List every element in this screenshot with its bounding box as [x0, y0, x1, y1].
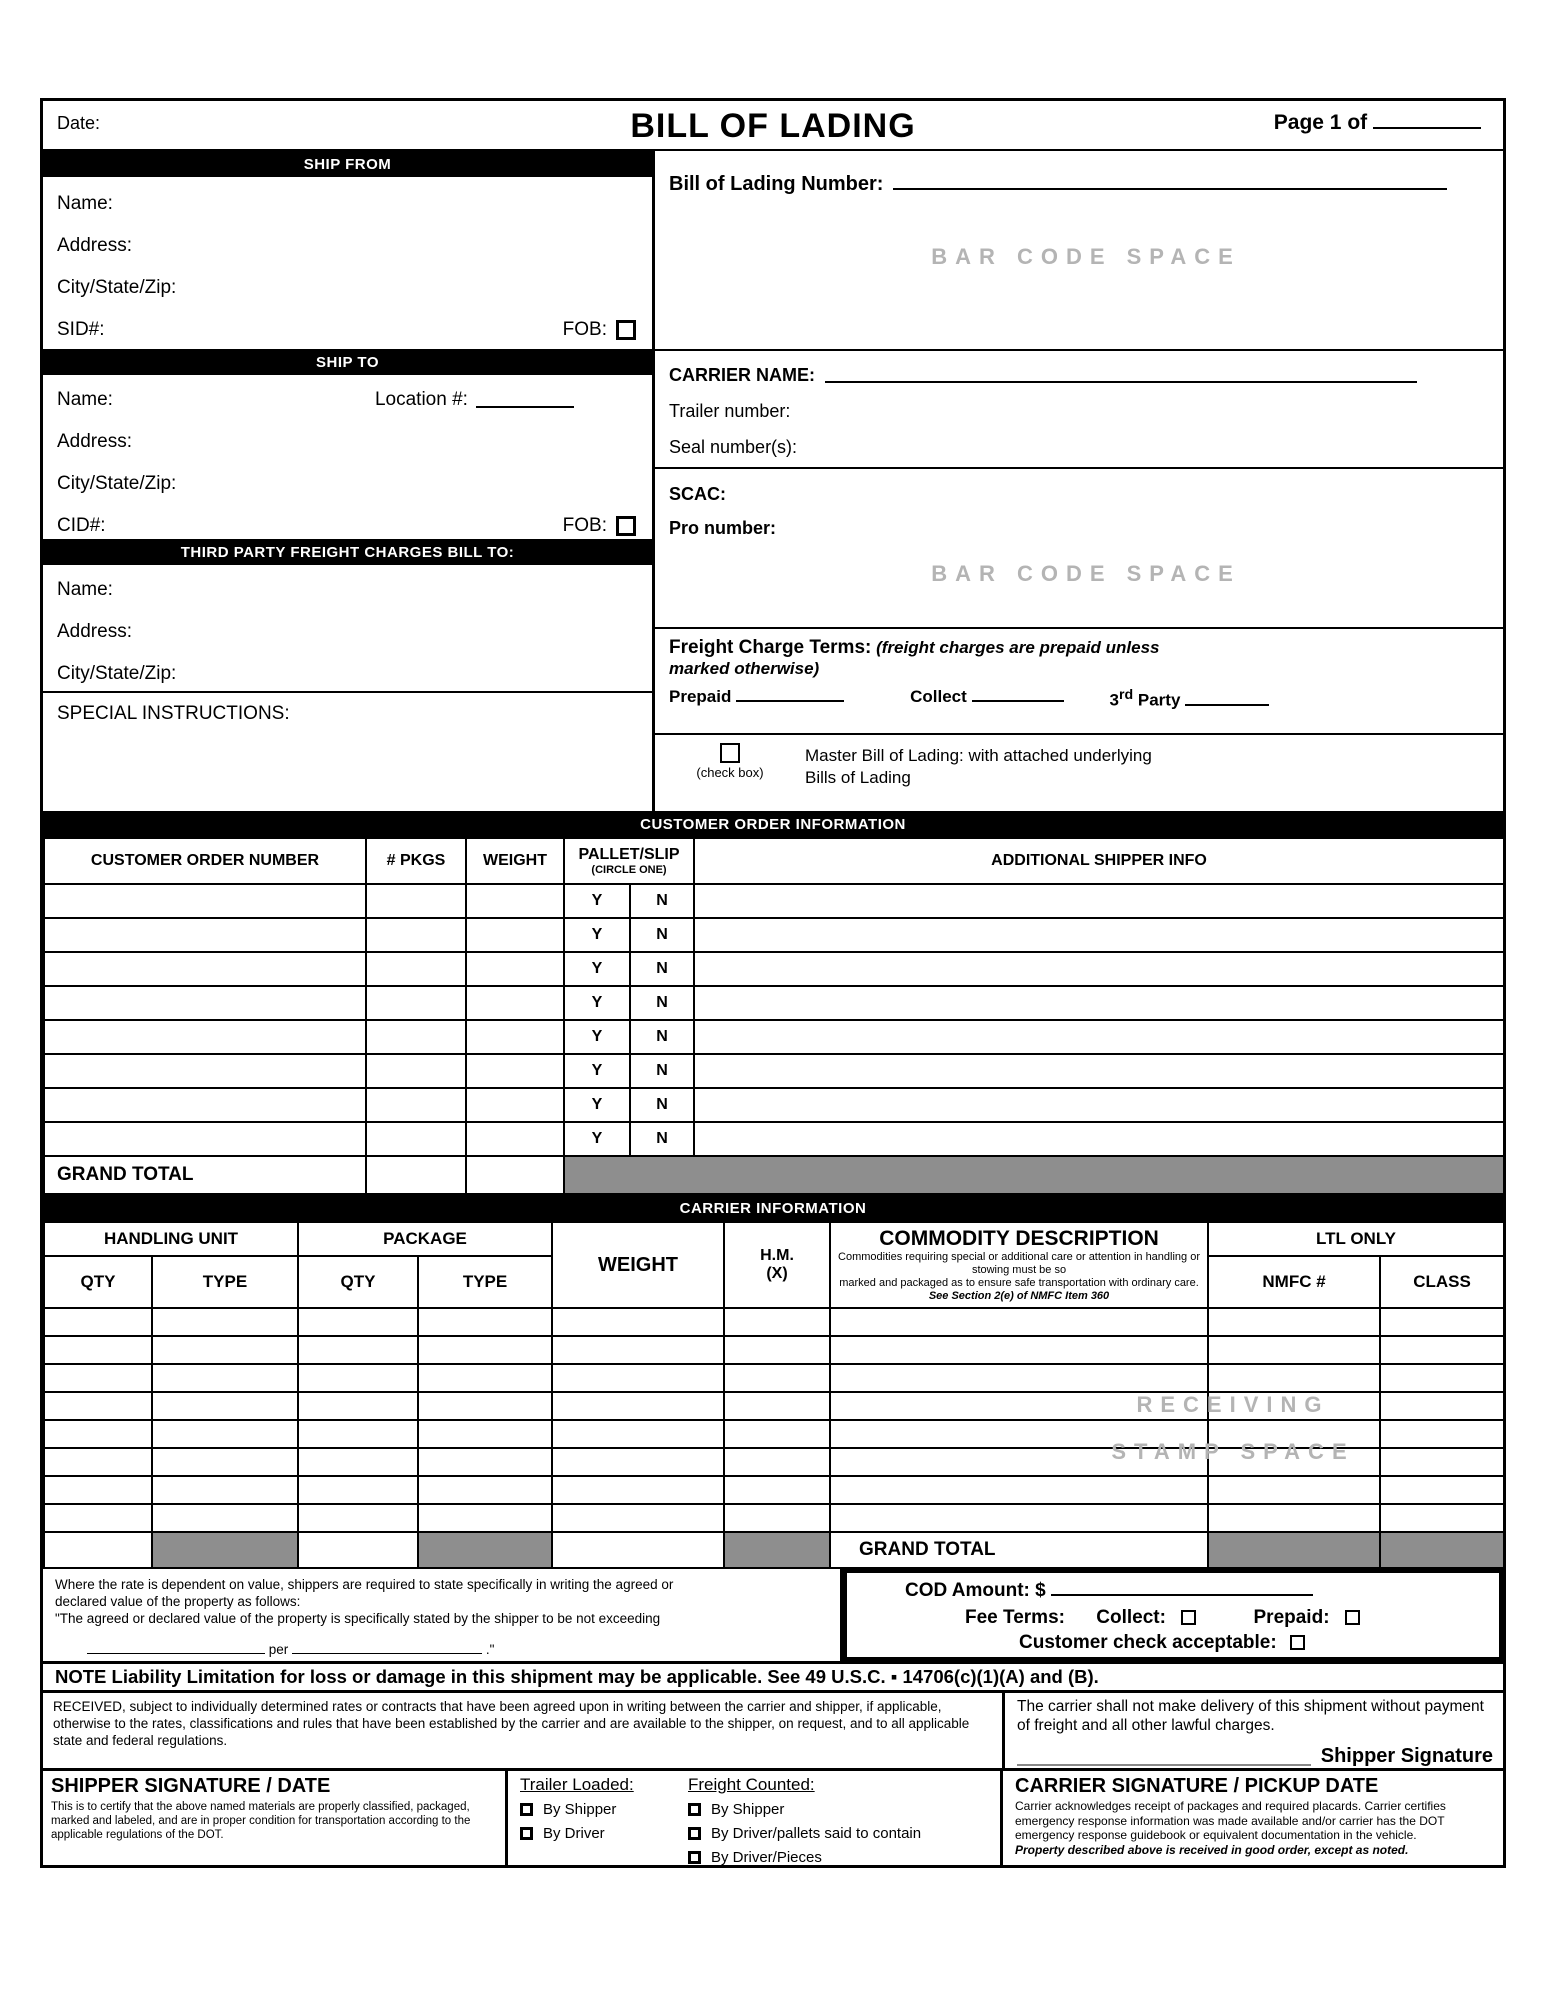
page-title: BILL OF LADING: [630, 107, 916, 145]
trailer-loaded-option: By Shipper: [520, 1801, 688, 1818]
hu-type-cell[interactable]: [152, 1392, 298, 1420]
pkgs-cell[interactable]: [366, 1054, 466, 1088]
pallet-no-cell[interactable]: N: [630, 1020, 694, 1054]
delivery-clause-box: [1005, 1693, 1503, 1768]
commodity-cell[interactable]: [830, 1336, 1208, 1364]
shaded-cell: [724, 1532, 830, 1568]
ship-to-city-label: City/State/Zip:: [57, 473, 177, 494]
collect-blank[interactable]: [972, 689, 1064, 702]
class-cell[interactable]: [1380, 1504, 1504, 1532]
ship-to-section: [43, 375, 652, 539]
liability-note: NOTE Liability Limitation for loss or damage in this shipment may be applicable. See 49 U.S.C. ▪ 14706(c)(1)(A) and (B).: [43, 1661, 1503, 1693]
pkg-type-cell[interactable]: [418, 1364, 552, 1392]
weight-cell[interactable]: [466, 1054, 564, 1088]
pkgs-cell[interactable]: [366, 1020, 466, 1054]
carrier-table-wrap: [43, 1221, 1503, 1569]
trailer-loaded-option: By Driver: [520, 1825, 688, 1842]
weight-cell[interactable]: [466, 918, 564, 952]
third-party-label: 3: [1109, 690, 1119, 710]
fee-terms-label: Fee Terms:: [965, 1607, 1065, 1628]
property-received-text: Property described above is received in good order, except as noted.: [1015, 1842, 1409, 1857]
ship-from-sid-field[interactable]: [43, 309, 652, 351]
collect-label: Collect: [910, 687, 967, 706]
collect-option: [910, 687, 1063, 711]
shaded-cell: [152, 1532, 298, 1568]
pallet-yes-cell[interactable]: Y: [564, 918, 630, 952]
col-additional-shipper-info: ADDITIONAL SHIPPER INFO: [694, 838, 1504, 884]
freight-terms-label: Freight Charge Terms:: [669, 637, 872, 658]
shaded-cell: [564, 1156, 1504, 1194]
group-package: PACKAGE: [298, 1222, 552, 1256]
pkg-type-cell[interactable]: [418, 1308, 552, 1336]
customer-order-header: CUSTOMER ORDER INFORMATION: [43, 811, 1503, 837]
scac-label: SCAC:: [669, 483, 726, 504]
pkg-qty-cell[interactable]: [298, 1420, 418, 1448]
hu-qty-cell[interactable]: [44, 1308, 152, 1336]
prepaid-option: [669, 687, 844, 711]
pkg-type-cell[interactable]: [418, 1336, 552, 1364]
pallet-yes-cell[interactable]: Y: [564, 1122, 630, 1156]
group-ltl-only: LTL ONLY: [1208, 1222, 1504, 1256]
commodity-cell[interactable]: [830, 1308, 1208, 1336]
table-row: [44, 1122, 1504, 1156]
pkgs-cell[interactable]: [366, 918, 466, 952]
by-driver-checkbox[interactable]: [520, 1827, 533, 1840]
freight-counted-option: By Driver/Pieces: [688, 1849, 994, 1865]
third-party-address-label: Address:: [57, 621, 132, 642]
additional-info-cell[interactable]: [694, 918, 1504, 952]
nmfc-cell[interactable]: [1208, 1336, 1380, 1364]
fob-label: FOB:: [562, 515, 607, 536]
upper-left-column: [43, 151, 655, 811]
pallet-no-cell[interactable]: N: [630, 1088, 694, 1122]
order-number-cell[interactable]: [44, 1122, 366, 1156]
hm-cell[interactable]: [724, 1336, 830, 1364]
hu-type-cell[interactable]: [152, 1476, 298, 1504]
pkg-type-cell[interactable]: [418, 1476, 552, 1504]
hu-type-cell[interactable]: [152, 1448, 298, 1476]
class-cell[interactable]: [1380, 1308, 1504, 1336]
table-row: [44, 952, 1504, 986]
freight-counted-header: Freight Counted:: [688, 1775, 815, 1794]
received-section: [43, 1693, 1503, 1771]
table-row: [44, 1088, 1504, 1122]
table-row: [44, 918, 1504, 952]
third-party-header: THIRD PARTY FREIGHT CHARGES BILL TO:: [43, 539, 652, 565]
col-package-qty: QTY: [298, 1256, 418, 1308]
pkgs-cell[interactable]: [366, 884, 466, 918]
weight-cell[interactable]: [552, 1336, 724, 1364]
receiving-stamp-placeholder: RECEIVING STAMP SPACE: [1111, 1392, 1355, 1464]
ship-from-address-field[interactable]: [43, 225, 652, 267]
ship-from-city-label: City/State/Zip:: [57, 277, 177, 298]
upper-section: [43, 151, 1503, 811]
fob-label: FOB:: [562, 319, 607, 340]
grand-total-label: GRAND TOTAL: [44, 1156, 366, 1194]
shipper-certification-text: This is to certify that the above named materials are properly classified, packaged, marked and labeled, and are in proper condition for transportation according to the applicable regulations of the DOT.: [51, 1801, 471, 1841]
pkg-type-cell[interactable]: [418, 1448, 552, 1476]
table-row: [44, 884, 1504, 918]
pallet-no-cell[interactable]: N: [630, 1054, 694, 1088]
prepaid-label: Prepaid: [669, 687, 732, 706]
fee-collect-label: Collect:: [1096, 1607, 1166, 1628]
fee-prepaid-label: Prepaid:: [1253, 1607, 1330, 1628]
col-handling-type: TYPE: [152, 1256, 298, 1308]
weight-cell[interactable]: [552, 1504, 724, 1532]
gt-weight-cell[interactable]: [552, 1532, 724, 1568]
third-party-name-label: Name:: [57, 579, 113, 600]
col-customer-order-number: CUSTOMER ORDER NUMBER: [44, 838, 366, 884]
freight-counted-option: By Shipper: [688, 1801, 994, 1818]
shipper-signature-header: SHIPPER SIGNATURE / DATE: [51, 1775, 331, 1797]
hm-cell[interactable]: [724, 1420, 830, 1448]
weight-cell[interactable]: [552, 1448, 724, 1476]
carrier-name-label: CARRIER NAME:: [669, 364, 815, 385]
ship-to-cid-label: CID#:: [57, 515, 106, 536]
seal-numbers-label: Seal number(s):: [669, 436, 798, 457]
ship-from-name-label: Name:: [57, 193, 113, 214]
additional-info-cell[interactable]: [694, 1122, 1504, 1156]
third-party-ordinal: rd: [1118, 687, 1134, 703]
pkgs-cell[interactable]: [366, 1088, 466, 1122]
pallet-yes-cell[interactable]: Y: [564, 952, 630, 986]
hu-qty-cell[interactable]: [44, 1476, 152, 1504]
pkg-type-cell[interactable]: [418, 1504, 552, 1532]
additional-info-cell[interactable]: [694, 1088, 1504, 1122]
pro-number-field[interactable]: [669, 511, 1503, 545]
hu-qty-cell[interactable]: [44, 1392, 152, 1420]
scac-field[interactable]: [669, 477, 1503, 511]
freight-terms-note1: (freight charges are prepaid unless: [876, 638, 1160, 657]
weight-cell[interactable]: [552, 1308, 724, 1336]
order-number-cell[interactable]: [44, 952, 366, 986]
pallet-no-cell[interactable]: N: [630, 884, 694, 918]
pallet-yes-cell[interactable]: Y: [564, 1020, 630, 1054]
fob-checkbox[interactable]: [616, 320, 636, 340]
trailer-loaded-header: Trailer Loaded:: [520, 1775, 634, 1794]
col-hm: H.M. (X): [724, 1222, 830, 1308]
customer-grand-total-row: [44, 1156, 1504, 1194]
pkg-qty-cell[interactable]: [298, 1364, 418, 1392]
pkg-qty-cell[interactable]: [298, 1308, 418, 1336]
barcode-space-placeholder: BAR CODE SPACE: [931, 244, 1241, 269]
shaded-cell: [1208, 1532, 1380, 1568]
ship-from-address-label: Address:: [57, 235, 132, 256]
commodity-cell[interactable]: [830, 1504, 1208, 1532]
ship-from-fob: [563, 319, 636, 341]
pkg-type-cell[interactable]: [418, 1420, 552, 1448]
ship-from-section: [43, 177, 652, 349]
carrier-signature-header: CARRIER SIGNATURE / PICKUP DATE: [1015, 1775, 1379, 1797]
ship-to-header: SHIP TO: [43, 349, 652, 375]
cod-box: [843, 1569, 1503, 1661]
weight-cell[interactable]: [466, 884, 564, 918]
ship-from-header: SHIP FROM: [43, 151, 652, 177]
special-instructions-box[interactable]: [43, 691, 652, 811]
third-party-name-field[interactable]: [43, 569, 652, 611]
table-row: [44, 1336, 1504, 1364]
special-instructions-label: SPECIAL INSTRUCTIONS:: [57, 703, 290, 724]
customer-check-checkbox[interactable]: [1290, 1635, 1305, 1650]
carrier-name-box: [655, 351, 1503, 469]
weight-cell[interactable]: [552, 1364, 724, 1392]
grand-total-weight-cell[interactable]: [466, 1156, 564, 1194]
third-party-blank[interactable]: [1185, 693, 1269, 706]
weight-cell[interactable]: [466, 1088, 564, 1122]
weight-cell[interactable]: [552, 1476, 724, 1504]
pkg-qty-cell[interactable]: [298, 1448, 418, 1476]
by-shipper-checkbox[interactable]: [520, 1803, 533, 1816]
order-number-cell[interactable]: [44, 884, 366, 918]
ship-from-name-field[interactable]: [43, 183, 652, 225]
pallet-no-cell[interactable]: N: [630, 918, 694, 952]
hu-type-cell[interactable]: [152, 1364, 298, 1392]
additional-info-cell[interactable]: [694, 1054, 1504, 1088]
pkg-qty-cell[interactable]: [298, 1504, 418, 1532]
trailer-number-label: Trailer number:: [669, 400, 791, 421]
pkg-qty-cell[interactable]: [298, 1476, 418, 1504]
order-number-cell[interactable]: [44, 1088, 366, 1122]
hu-qty-cell[interactable]: [44, 1504, 152, 1532]
hu-type-cell[interactable]: [152, 1308, 298, 1336]
weight-cell[interactable]: [552, 1420, 724, 1448]
nmfc-cell[interactable]: [1208, 1308, 1380, 1336]
declared-value-per-row: per .": [55, 1641, 828, 1658]
form-frame: [40, 98, 1506, 1868]
ship-to-address-field[interactable]: [43, 421, 652, 463]
shaded-cell: [418, 1532, 552, 1568]
hm-cell[interactable]: [724, 1504, 830, 1532]
pallet-yes-cell[interactable]: Y: [564, 884, 630, 918]
hu-type-cell[interactable]: [152, 1504, 298, 1532]
order-number-cell[interactable]: [44, 918, 366, 952]
pallet-no-cell[interactable]: N: [630, 986, 694, 1020]
checkbox-caption: (check box): [696, 765, 764, 780]
cod-amount-blank[interactable]: [1051, 1583, 1313, 1596]
pallet-no-cell[interactable]: N: [630, 952, 694, 986]
per-label: per: [268, 1642, 289, 1657]
additional-info-cell[interactable]: [694, 1020, 1504, 1054]
declared-value-box: Where the rate is dependent on value, shippers are required to state specifically in writing the agreed or declared value of the property as follows: "The agreed or declared value of the property is specifically stated by the shipper to be not exceeding per .": [43, 1569, 843, 1661]
col-weight: WEIGHT: [466, 838, 564, 884]
freight-terms-note2: marked otherwise): [669, 659, 820, 678]
barcode-space-placeholder: BAR CODE SPACE: [931, 561, 1241, 586]
shipper-signature-label: Shipper Signature: [1320, 1745, 1493, 1767]
page-count-blank[interactable]: [1373, 114, 1481, 129]
nmfc-cell[interactable]: [1208, 1476, 1380, 1504]
pkgs-cell[interactable]: [366, 986, 466, 1020]
grand-total-pkgs-cell[interactable]: [366, 1156, 466, 1194]
shipper-signature-line[interactable]: [1017, 1754, 1311, 1766]
master-bol-text: Master Bill of Lading: with attached underlying Bills of Lading: [805, 746, 1152, 787]
delivery-clause-text: The carrier shall not make delivery of this shipment without payment of freight and all other lawful charges.: [1017, 1698, 1484, 1734]
nmfc-cell[interactable]: [1208, 1504, 1380, 1532]
pallet-yes-cell[interactable]: Y: [564, 986, 630, 1020]
customer-order-table: [43, 837, 1505, 1195]
trailer-number-field[interactable]: [669, 393, 1503, 429]
freight-charge-terms-box: [655, 629, 1503, 735]
ship-from-sid-label: SID#:: [57, 319, 105, 340]
bol-number-label: Bill of Lading Number:: [669, 173, 884, 195]
carrier-signature-box[interactable]: [1003, 1771, 1503, 1865]
hm-cell[interactable]: [724, 1476, 830, 1504]
fee-prepaid-checkbox[interactable]: [1345, 1610, 1360, 1625]
class-cell[interactable]: [1380, 1336, 1504, 1364]
by-driver-pieces-checkbox[interactable]: [688, 1851, 701, 1864]
third-party-address-field[interactable]: [43, 611, 652, 653]
hm-cell[interactable]: [724, 1392, 830, 1420]
commodity-cell[interactable]: [830, 1476, 1208, 1504]
weight-cell[interactable]: [466, 1020, 564, 1054]
pkg-type-cell[interactable]: [418, 1392, 552, 1420]
hu-qty-cell[interactable]: [44, 1448, 152, 1476]
page-number: [1274, 111, 1481, 135]
master-bol-box: [655, 735, 1503, 811]
third-party-option: [1110, 687, 1270, 711]
ship-to-fob: [563, 515, 636, 537]
table-row: [44, 1308, 1504, 1336]
gt-pkg-qty-cell[interactable]: [298, 1532, 418, 1568]
received-clause: RECEIVED, subject to individually determined rates or contracts that have been agreed upon in writing between the carrier and shipper, if applicable, otherwise to the rates, classifications and rules that have been established by the carrier and are available to the shipper, on request, and to all applicable state and federal regulations.: [43, 1693, 1005, 1768]
col-pallet-slip: PALLET/SLIP (CIRCLE ONE): [564, 838, 694, 884]
pallet-no-cell[interactable]: N: [630, 1122, 694, 1156]
pallet-yes-cell[interactable]: Y: [564, 1088, 630, 1122]
pkg-qty-cell[interactable]: [298, 1392, 418, 1420]
declared-value-blank[interactable]: [87, 1642, 265, 1654]
table-row: [44, 1054, 1504, 1088]
hu-qty-cell[interactable]: [44, 1336, 152, 1364]
scac-box: [655, 469, 1503, 629]
shaded-cell: [1380, 1532, 1504, 1568]
hm-cell[interactable]: [724, 1448, 830, 1476]
hm-cell[interactable]: [724, 1364, 830, 1392]
col-commodity-description: COMMODITY DESCRIPTION Commodities requiring special or additional care or attention in handling or stowing must be so marked and packaged as to ensure safe transportation with ordinary care. See Section 2(e) of NMFC Item 360: [830, 1222, 1208, 1308]
carrier-acknowledgement-text: Carrier acknowledges receipt of packages and required placards. Carrier certifies emergency response information was made available and/or carrier has the DOT emergency response guidebook or equivalent documentation in the vehicle.: [1015, 1799, 1446, 1842]
fee-collect-checkbox[interactable]: [1181, 1610, 1196, 1625]
by-driver-pallets-checkbox[interactable]: [688, 1827, 701, 1840]
pkgs-cell[interactable]: [366, 952, 466, 986]
cod-amount-label: COD Amount: $: [905, 1580, 1046, 1601]
per-unit-blank[interactable]: [292, 1642, 482, 1654]
table-row: [44, 1020, 1504, 1054]
ship-to-name-field[interactable]: [43, 379, 652, 421]
hu-type-cell[interactable]: [152, 1336, 298, 1364]
shipper-signature-box[interactable]: [43, 1771, 508, 1865]
table-row: [44, 986, 1504, 1020]
bol-number-box: [655, 151, 1503, 351]
pallet-yes-cell[interactable]: Y: [564, 1054, 630, 1088]
group-handling-unit: HANDLING UNIT: [44, 1222, 298, 1256]
pkgs-cell[interactable]: [366, 1122, 466, 1156]
col-handling-qty: QTY: [44, 1256, 152, 1308]
weight-cell[interactable]: [466, 1122, 564, 1156]
ship-from-city-field[interactable]: [43, 267, 652, 309]
seal-numbers-field[interactable]: [669, 429, 1503, 465]
grand-total-label: GRAND TOTAL: [830, 1532, 1208, 1568]
third-party-word: Party: [1137, 690, 1181, 710]
carrier-name-blank[interactable]: [825, 368, 1417, 383]
upper-right-column: [655, 151, 1503, 811]
third-party-section: [43, 565, 652, 691]
order-number-cell[interactable]: [44, 986, 366, 1020]
col-nmfc: NMFC #: [1208, 1256, 1380, 1308]
date-label: Date:: [57, 113, 101, 133]
title-row: [43, 101, 1503, 151]
by-shipper-checkbox[interactable]: [688, 1803, 701, 1816]
bottom-signature-section: [43, 1771, 1503, 1865]
additional-info-cell[interactable]: [694, 986, 1504, 1020]
hu-type-cell[interactable]: [152, 1420, 298, 1448]
trailer-loaded-column: [520, 1775, 688, 1865]
carrier-information-header: CARRIER INFORMATION: [43, 1195, 1503, 1221]
location-number-label: Location #:: [374, 389, 468, 410]
fob-checkbox[interactable]: [616, 516, 636, 536]
third-party-city-field[interactable]: [43, 653, 652, 695]
hu-qty-cell[interactable]: [44, 1420, 152, 1448]
ship-to-address-label: Address:: [57, 431, 132, 452]
hm-cell[interactable]: [724, 1308, 830, 1336]
weight-cell[interactable]: [552, 1392, 724, 1420]
third-party-city-label: City/State/Zip:: [57, 663, 177, 684]
col-package-type: TYPE: [418, 1256, 552, 1308]
weight-cell[interactable]: [466, 952, 564, 986]
class-cell[interactable]: [1380, 1476, 1504, 1504]
table-row: [44, 1476, 1504, 1504]
pkg-qty-cell[interactable]: [298, 1336, 418, 1364]
value-cod-section: [43, 1569, 1503, 1661]
bol-number-blank[interactable]: [893, 175, 1447, 190]
location-number-blank[interactable]: [476, 393, 574, 408]
freight-counted-column: [688, 1775, 994, 1865]
ship-to-city-field[interactable]: [43, 463, 652, 505]
order-number-cell[interactable]: [44, 1054, 366, 1088]
additional-info-cell[interactable]: [694, 884, 1504, 918]
carrier-grand-total-row: [44, 1532, 1504, 1568]
table-row: [44, 1504, 1504, 1532]
prepaid-blank[interactable]: [736, 689, 844, 702]
gt-hu-qty-cell[interactable]: [44, 1532, 152, 1568]
loading-counting-box: [508, 1771, 1003, 1865]
page-of-label: Page 1 of: [1273, 111, 1368, 134]
ship-to-name-label: Name:: [57, 389, 113, 410]
additional-info-cell[interactable]: [694, 952, 1504, 986]
circle-one-note: (CIRCLE ONE): [591, 864, 667, 876]
order-number-cell[interactable]: [44, 1020, 366, 1054]
master-bol-checkbox[interactable]: [720, 743, 740, 763]
customer-check-label: Customer check acceptable:: [1019, 1632, 1277, 1653]
pro-number-label: Pro number:: [669, 517, 777, 538]
hu-qty-cell[interactable]: [44, 1364, 152, 1392]
col-weight: WEIGHT: [552, 1222, 724, 1308]
col-pkgs: # PKGS: [366, 838, 466, 884]
col-class: CLASS: [1380, 1256, 1504, 1308]
weight-cell[interactable]: [466, 986, 564, 1020]
freight-counted-option: By Driver/pallets said to contain: [688, 1825, 994, 1842]
